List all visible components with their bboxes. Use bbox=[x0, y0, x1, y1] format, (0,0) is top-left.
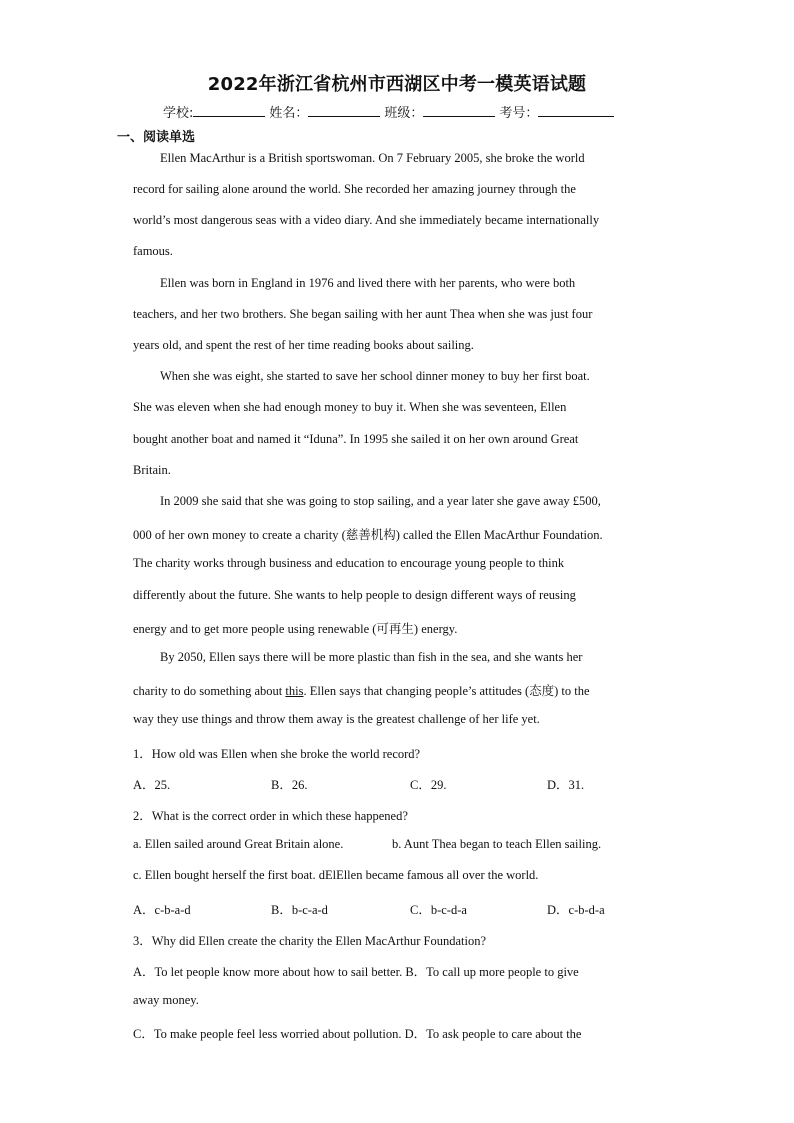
passage-line: By 2050, Ellen says there will be more plastic than fish in the sea, and she wants her bbox=[160, 650, 583, 664]
question-2-stem: 2．What is the correct order in which these happened? bbox=[133, 809, 408, 823]
q2-event-a: a. Ellen sailed around Great Britain alone. bbox=[133, 837, 344, 851]
section-title: 一、阅读单选 bbox=[117, 130, 196, 145]
question-1-stem: 1．How old was Ellen when she broke the world record? bbox=[133, 747, 421, 761]
q1-option-d[interactable]: D．31. bbox=[547, 778, 585, 792]
q2-option-b[interactable]: B．b-c-a-d bbox=[271, 903, 328, 917]
passage-line: famous. bbox=[133, 244, 173, 258]
name-label: 姓名： bbox=[269, 106, 309, 121]
page-title: 2022年浙江省杭州市西湖区中考一模英语试题 bbox=[207, 74, 587, 95]
passage-line: way they use things and throw them away is the greatest challenge of her life yet. bbox=[133, 712, 540, 726]
q2-option-a[interactable]: A．c-b-a-d bbox=[133, 903, 191, 917]
passage-line: record for sailing alone around the world. She recorded her amazing journey through the bbox=[133, 182, 576, 196]
text-span: . Ellen says that changing people’s attitudes (态度) to the bbox=[303, 684, 590, 698]
q2-option-d[interactable]: D．c-b-d-a bbox=[547, 903, 605, 917]
q3-options-line[interactable]: away money. bbox=[133, 993, 199, 1007]
q2-event-cd: c. Ellen bought herself the first boat. dElEllen became famous all over the world. bbox=[133, 868, 539, 882]
passage-line: When she was eight, she started to save her school dinner money to buy her first boat. bbox=[160, 369, 590, 383]
student-info-line bbox=[163, 102, 618, 121]
passage-line: 000 of her own money to create a charity (慈善机构) called the Ellen MacArthur Foundation. bbox=[133, 528, 603, 542]
question-3-stem: 3．Why did Ellen create the charity the Ellen MacArthur Foundation? bbox=[133, 934, 487, 948]
school-blank bbox=[193, 104, 265, 117]
passage-line: teachers, and her two brothers. She began sailing with her aunt Thea when she was just four bbox=[133, 307, 593, 321]
text-span: charity to do something about bbox=[133, 684, 286, 698]
class-label: 班级： bbox=[384, 106, 424, 121]
underlined-word: this bbox=[285, 684, 304, 698]
class-blank bbox=[423, 104, 495, 117]
passage-line: Britain. bbox=[133, 463, 171, 477]
passage-line: Ellen MacArthur is a British sportswoman. On 7 February 2005, she broke the world bbox=[160, 151, 585, 165]
name-blank bbox=[308, 104, 380, 117]
passage-line: differently about the future. She wants to help people to design different ways of reusing bbox=[133, 588, 576, 602]
passage-line: In 2009 she said that she was going to stop sailing, and a year later she gave away £500, bbox=[160, 494, 601, 508]
q2-option-c[interactable]: C．b-c-d-a bbox=[410, 903, 467, 917]
q3-options-line[interactable]: A．To let people know more about how to sail better. B．To call up more people to give bbox=[133, 965, 579, 979]
q3-options-line[interactable]: C．To make people feel less worried about pollution. D．To ask people to care about the bbox=[133, 1027, 582, 1041]
exam-no-blank bbox=[538, 104, 614, 117]
passage-line: years old, and spent the rest of her time reading books about sailing. bbox=[133, 338, 474, 352]
q1-option-c[interactable]: C．29. bbox=[410, 778, 447, 792]
q1-option-a[interactable]: A．25. bbox=[133, 778, 171, 792]
q1-option-b[interactable]: B．26. bbox=[271, 778, 308, 792]
school-label: 学校: bbox=[163, 106, 194, 121]
passage-line bbox=[133, 681, 590, 699]
passage-line: Ellen was born in England in 1976 and lived there with her parents, who were both bbox=[160, 276, 576, 290]
passage-line: energy and to get more people using renewable (可再生) energy. bbox=[133, 622, 458, 636]
passage-line: The charity works through business and education to encourage young people to think bbox=[133, 556, 565, 570]
exam-no-label: 考号： bbox=[499, 106, 539, 121]
passage-line: She was eleven when she had enough money to buy it. When she was seventeen, Ellen bbox=[133, 400, 567, 414]
q2-event-b: b. Aunt Thea began to teach Ellen sailing. bbox=[392, 837, 602, 851]
passage-line: world’s most dangerous seas with a video diary. And she immediately became internationally bbox=[133, 213, 600, 227]
passage-line: bought another boat and named it “Iduna”. In 1995 she sailed it on her own around Great bbox=[133, 432, 579, 446]
